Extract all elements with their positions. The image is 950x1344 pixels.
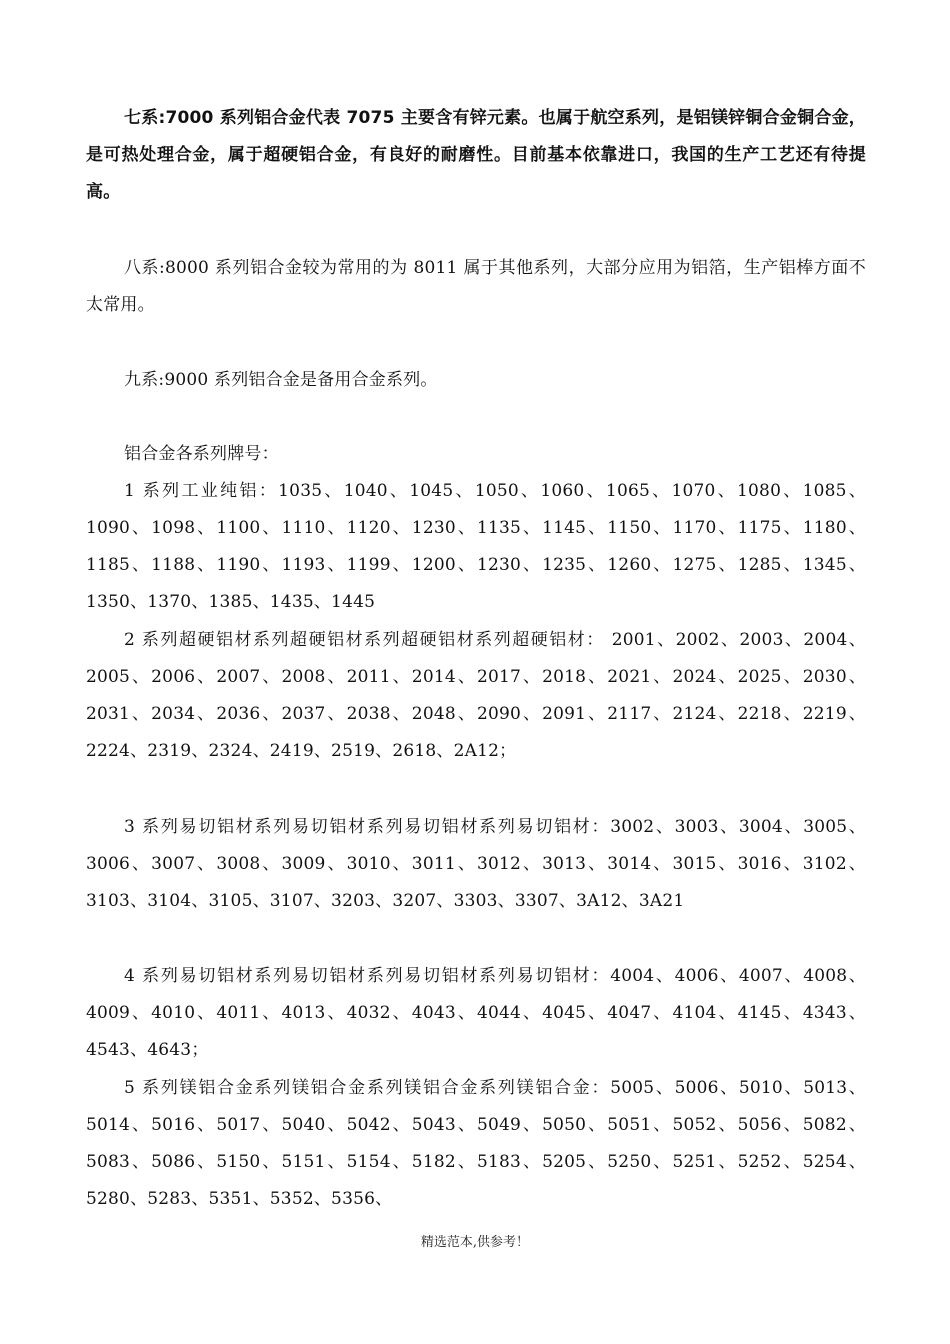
page-footer: 精选范本,供参考！ — [420, 1235, 530, 1250]
grades-heading: 铝合金各系列牌号： — [124, 444, 279, 464]
paragraph-series-8: 八系:8000 系列铝合金较为常用的为 8011 属于其他系列，大部分应用为铝箔，生产铝棒方面不太常用。 — [86, 258, 866, 315]
grades-series-5: 5 系列镁铝合金系列镁铝合金系列镁铝合金系列镁铝合金：5005、5006、5010、5013、5014、5016、5017、5040、5042、5043、5049、5050、5051、5052、5056、5082、5083、5086、5150、5151、5154、5182、5183、5205、5250、5251、5252、5254、5280、5283、5351、5352、5356、 — [86, 1078, 866, 1209]
paragraph-series-7: 七系:7000 系列铝合金代表 7075 主要含有锌元素。也属于航空系列，是铝镁锌铜合金铜合金，是可热处理合金，属于超硬铝合金，有良好的耐磨性。目前基本依靠进口，我国的生产工艺还有待提高。 — [86, 108, 866, 202]
grades-series-2: 2 系列超硬铝材系列超硬铝材系列超硬铝材系列超硬铝材： 2001、2002、2003、2004、2005、2006、2007、2008、2011、2014、2017、2018、2021、2024、2025、2030、2031、2034、2036、2037、2038、2048、2090、2091、2117、2124、2218、2219、2224、2319、2324、2419、2519、2618、2A12； — [86, 630, 866, 761]
grades-series-4: 4 系列易切铝材系列易切铝材系列易切铝材系列易切铝材：4004、4006、4007、4008、4009、4010、4011、4013、4032、4043、4044、4045、4047、4104、4145、4343、4543、4643； — [86, 966, 866, 1060]
grades-series-1: 1 系列工业纯铝：1035、1040、1045、1050、1060、1065、1070、1080、1085、1090、1098、1100、1110、1120、1230、1135、1145、1150、1170、1175、1180、1185、1188、1190、1193、1199、1200、1230、1235、1260、1275、1285、1345、1350、1370、1385、1435、1445 — [86, 481, 866, 612]
grades-series-3: 3 系列易切铝材系列易切铝材系列易切铝材系列易切铝材：3002、3003、3004、3005、3006、3007、3008、3009、3010、3011、3012、3013、3014、3015、3016、3102、3103、3104、3105、3107、3203、3207、3303、3307、3A12、3A21 — [86, 817, 866, 911]
paragraph-series-9: 九系:9000 系列铝合金是备用合金系列。 — [124, 370, 438, 390]
